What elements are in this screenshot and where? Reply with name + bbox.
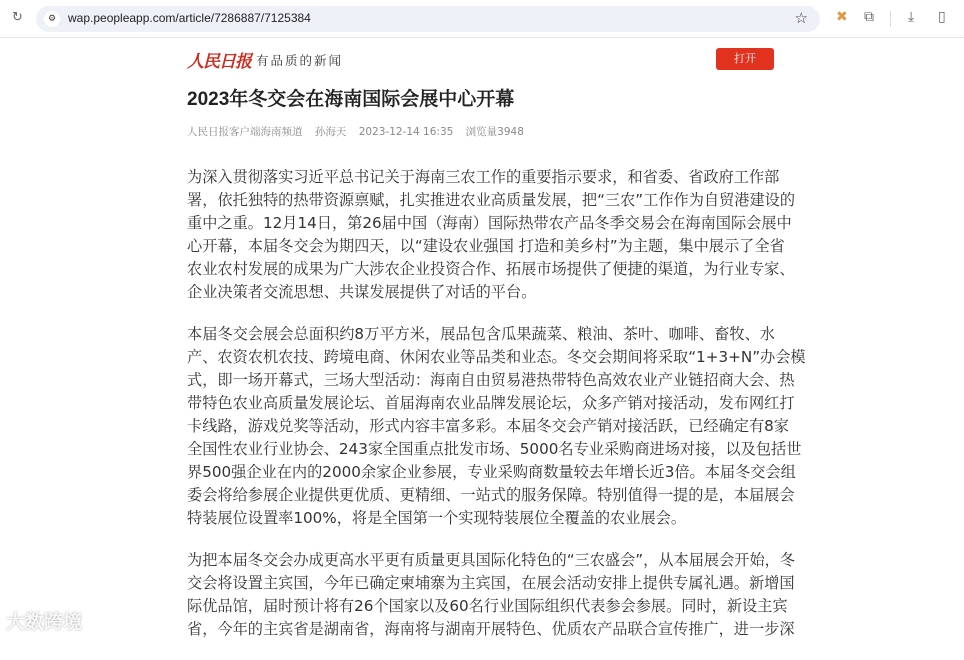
- toolbar-divider: [890, 11, 891, 27]
- download-icon[interactable]: ⤓: [908, 9, 915, 25]
- browser-toolbar: [0, 0, 964, 38]
- article-datetime: 2023-12-14 16:35: [358, 126, 454, 138]
- paragraph-line: 重中之重。12月14日，第26届中国（海南）国际热带农产品冬季交易会在海南国际会展中: [187, 214, 792, 232]
- paragraph-line: 特装展位设置率100%，将是全国第一个实现特装展位全覆盖的农业展会。: [187, 509, 687, 527]
- paragraph-line: 界500强企业在内的2000余家企业参展，专业采购商数量较去年增长近3倍。本届冬交会组: [187, 463, 796, 481]
- extension-icon[interactable]: ✖: [836, 9, 848, 25]
- article-body: [187, 166, 806, 660]
- paragraph-line: 为把本届冬交会办成更高水平更有质量更具国际化特色的“三农盛会”，从本届展会开始，冬: [187, 551, 796, 569]
- paragraph-line: 式，即一场开幕式，三场大型活动：海南自由贸易港热带特色高效农业产业链招商大会、热: [187, 371, 795, 389]
- reload-icon[interactable]: ↻: [12, 10, 23, 25]
- paragraph-line: 带特色农业高质量发展论坛、首届海南农业品牌发展论坛，众多产销对接活动，发布网红打: [187, 394, 795, 412]
- paragraph-line: 产、农资农机农技、跨境电商、休闲农业等品类和业态。冬交会期间将采取“1+3+N”办会模: [187, 348, 806, 366]
- paragraph-line: 卡线路，游戏兑奖等活动，形式内容丰富多彩。本届冬交会产销对接活跃，已经确定有8家: [187, 417, 789, 435]
- url-text[interactable]: wap.peopleapp.com/article/7286887/7125384: [68, 11, 311, 25]
- paragraph-line: 心开幕，本届冬交会为期四天，以“建设农业强国 打造和美乡村”为主题，集中展示了全省: [187, 237, 785, 255]
- paragraph-line: 委会将给参展企业提供更优质、更精细、一站式的服务保障。特别值得一提的是，本届展会: [187, 486, 795, 504]
- open-app-button[interactable]: 打开: [716, 48, 774, 70]
- article-meta: [187, 124, 533, 139]
- paragraph-line: 为深入贯彻落实习近平总书记关于海南三农工作的重要指示要求，和省委、省政府工作部: [187, 168, 780, 186]
- paragraph-line: 全国性农业行业协会、243家全国重点批发市场、5000名专业采购商进场对接，以及包括世: [187, 440, 802, 458]
- address-bar[interactable]: [36, 6, 820, 32]
- article-views: 浏览量3948: [465, 126, 524, 138]
- bookmark-star-icon[interactable]: ☆: [794, 9, 808, 27]
- article-paragraph: [187, 549, 796, 641]
- paragraph-line: 农业农村发展的成果为广大涉农企业投资合作、拓展市场提供了便捷的渠道，为行业专家、: [187, 260, 795, 278]
- article-author: 孙海天: [314, 126, 347, 138]
- article-paragraph: [187, 166, 796, 304]
- watermark: 大数跨境: [6, 611, 83, 633]
- puzzle-extensions-icon[interactable]: ⧉: [864, 9, 874, 25]
- paragraph-line: 企业决策者交流思想、共谋发展提供了对话的平台。: [187, 283, 537, 301]
- peoples-daily-logo: 人民日报: [187, 52, 251, 72]
- article-paragraph: [187, 323, 806, 530]
- paragraph-line: 署，依托独特的热带资源禀赋，扎实推进农业高质量发展，把“三农”工作作为自贸港建设的: [187, 191, 796, 209]
- paragraph-line: 本届冬交会展会总面积约8万平方米，展品包含瓜果蔬菜、粮油、茶叶、咖啡、畜牧、水: [187, 325, 775, 343]
- slogan: 有品质的新闻: [256, 53, 344, 68]
- paragraph-line: 际优品馆，届时预计将有26个国家以及60名行业国际组织代表参会参展。同时，新设主宾: [187, 597, 788, 615]
- article-source[interactable]: 人民日报客户端海南频道: [187, 126, 303, 138]
- paragraph-line: 交会将设置主宾国，今年已确定柬埔寨为主宾国，在展会活动安排上提供专属礼遇。新增国: [187, 574, 795, 592]
- article-title: 2023年冬交会在海南国际会展中心开幕: [187, 89, 515, 110]
- side-panel-icon[interactable]: ▯: [938, 9, 946, 25]
- paragraph-line: 省，今年的主宾省是湖南省，海南将与湖南开展特色、优质农产品联合宣传推广，进一步深: [187, 620, 795, 638]
- site-settings-icon[interactable]: ⚙: [44, 11, 60, 27]
